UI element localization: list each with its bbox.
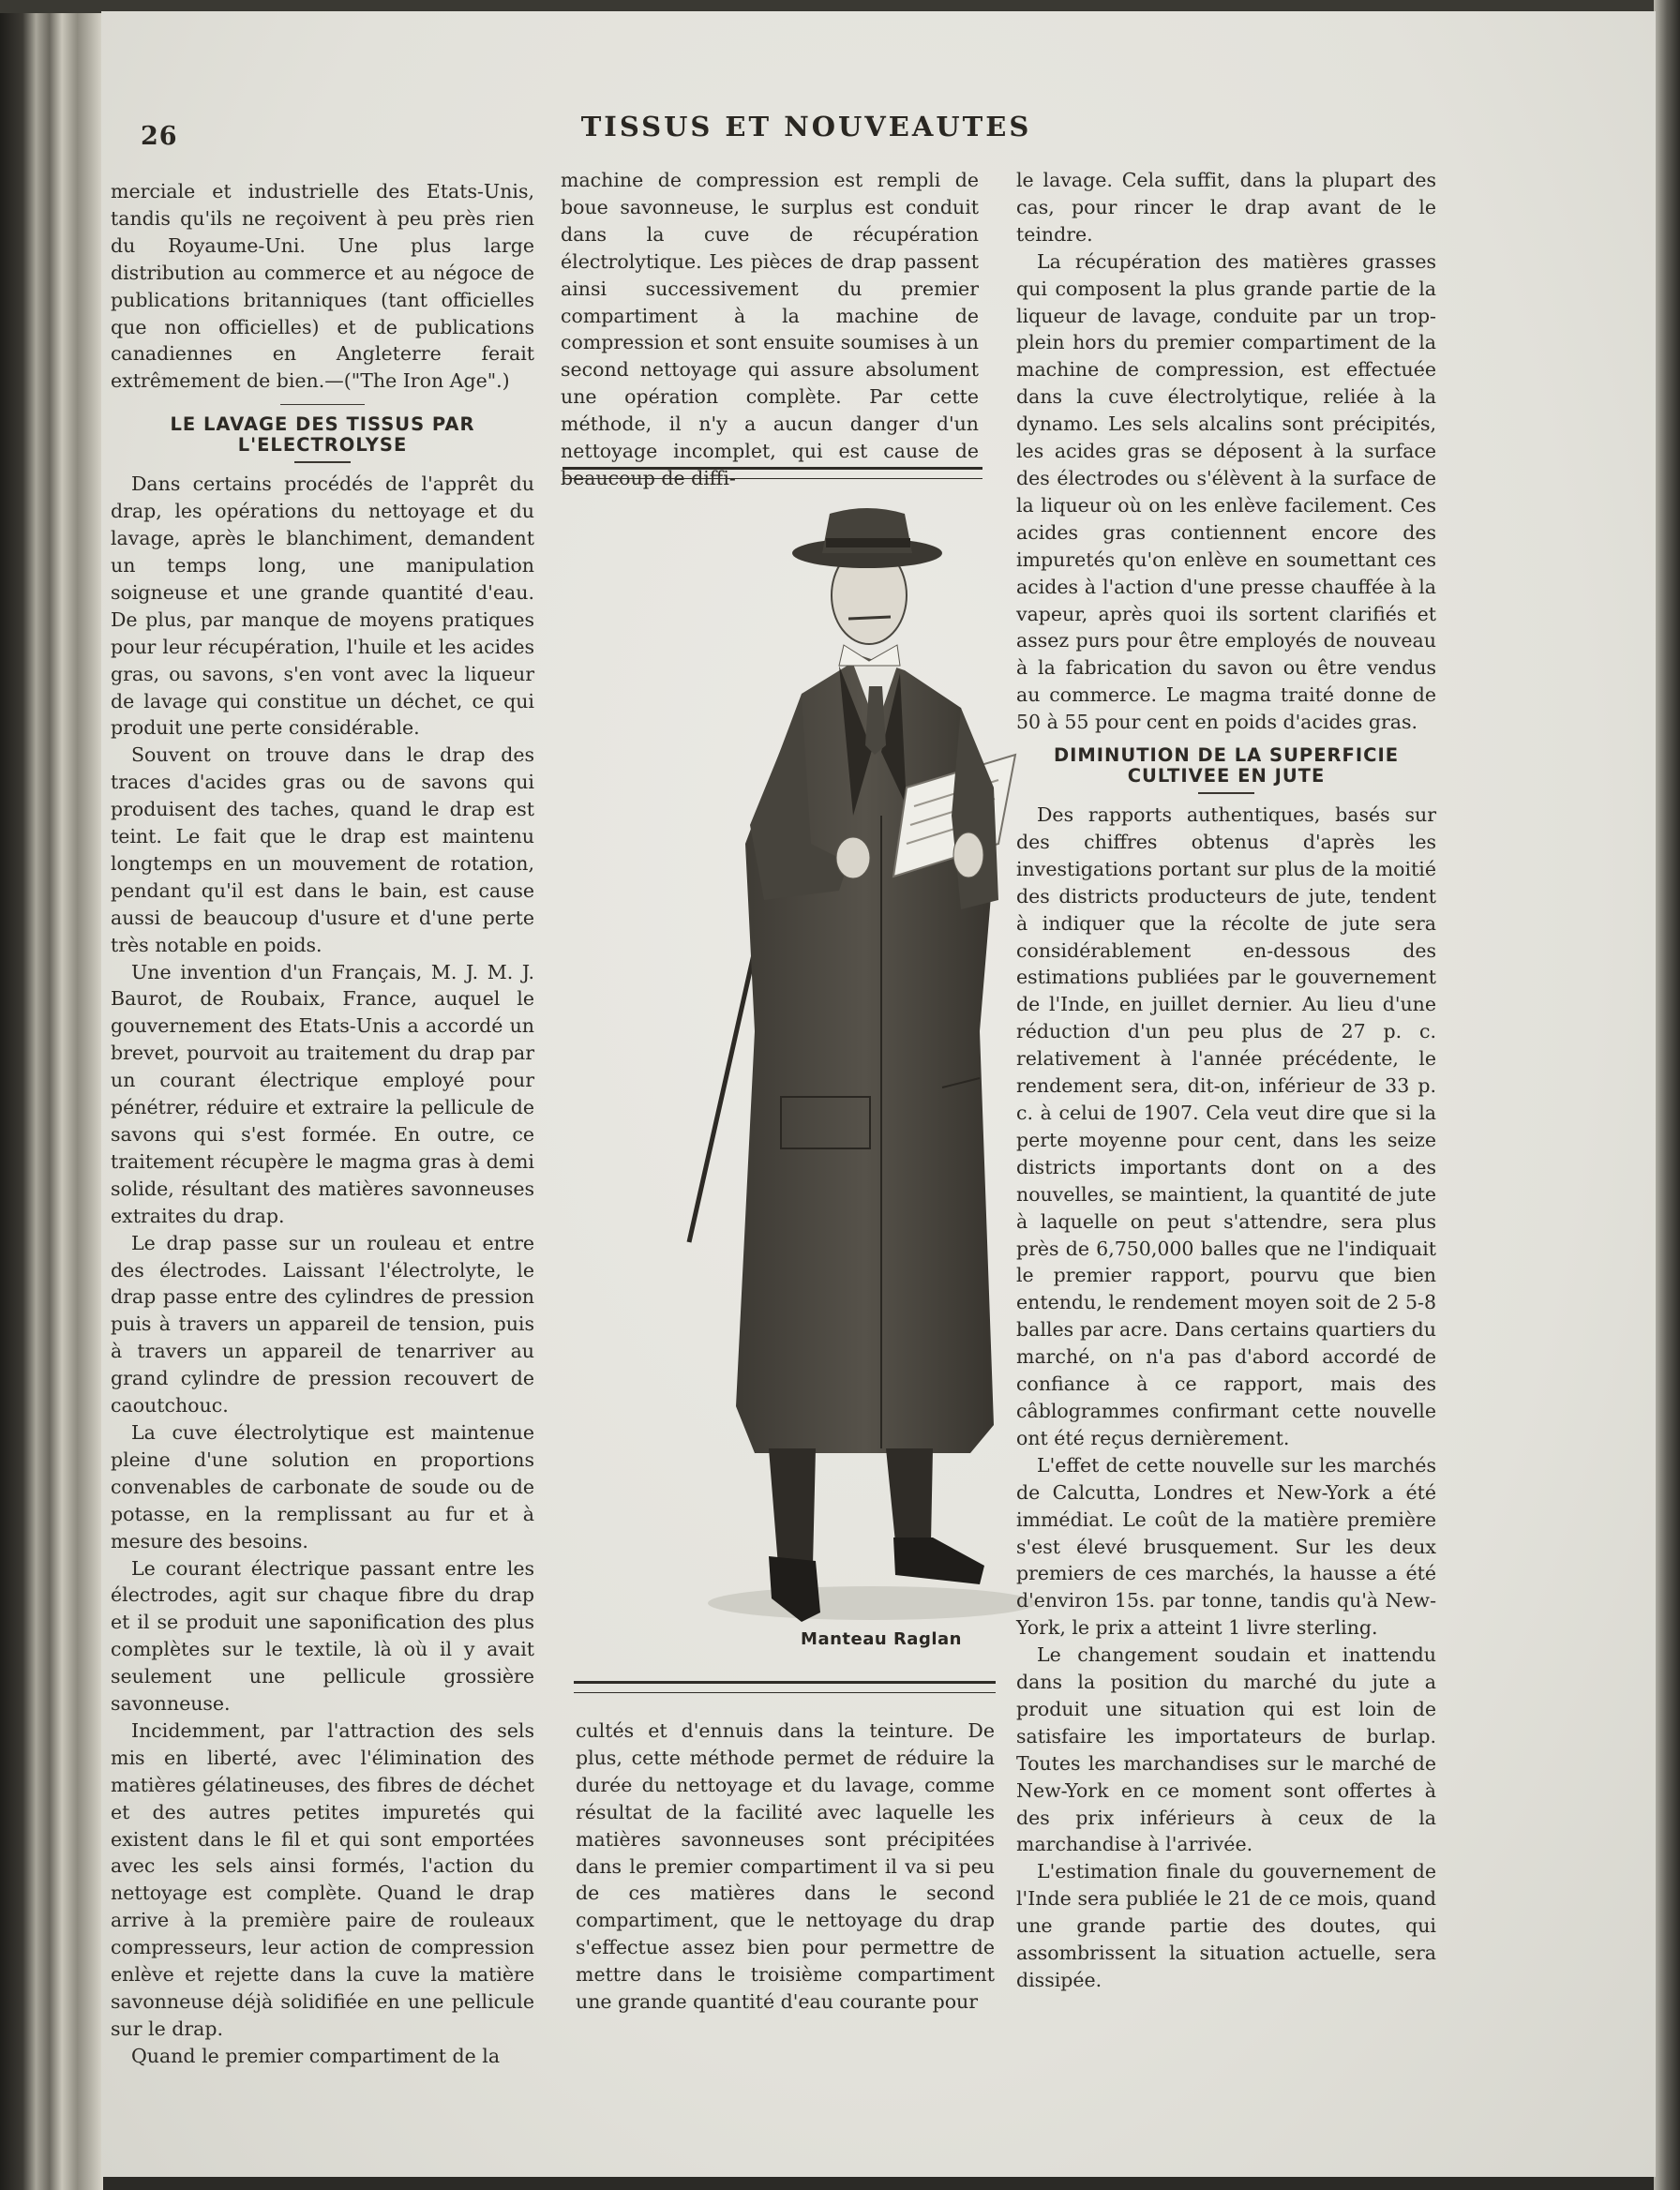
paragraph: merciale et industrielle des Etats-Unis, tandis qu'ils ne reçoivent à peu près rien du Royaume-Uni. Une plus large distribution au commerce et au négoce de publications britanniques (tant officielles que non officielles) et de publications canadiennes en Angleterre ferait extrêmement de bien.—("The Iron Age".) (111, 180, 534, 393)
paragraph: Souvent on trouve dans le drap des traces d'acides gras ou de savons qui produisent des taches, quand le drap est teint. Le fait que le drap est maintenu longtemps en un mouvement de rotation, pendant qu'il est dans le bain, est cause aussi de beaucoup d'usure et d'une perte très notable en poids. (111, 743, 534, 956)
paragraph: La récupération des matières grasses qui composent la plus grande partie de la liqueur de lavage, conduite par un trop-plein hors du premier compartiment de la machine de compression, est effectuée dans la cuve électrolytique, reliée à la dynamo. Les sels alcalins sont précipités, les acides gras se déposent à la surface des électrodes ou s'élèvent à la surface de la liqueur où on les enlève facilement. Ces acides gras contiennent encore des impuretés qu'on enlève en soumettant ces acides à l'action d'une presse chauffée à la vapeur, après quoi ils sortent clarifiés et assez purs pour être employés de nouveau à la fabrication du savon ou être vendus au commerce. Le magma traité donne de 50 à 55 pour cent en poids d'acides gras. (1016, 249, 1436, 734)
paragraph: cultés et d'ennuis dans la teinture. De plus, cette méthode permet de réduire la durée du nettoyage et du lavage, comme résultat de la facilité avec laquelle les matières savonneuses sont précipitées dans le premier compartiment il va si peu de ces matières dans le second compartiment, que le nettoyage du drap s'effectue assez bien pour permettre de mettre dans le troisième compartiment une grande quantité d'eau courante pour (576, 1719, 995, 2014)
running-title: TISSUS ET NOUVEAUTES (580, 111, 1032, 142)
paragraph: Le courant électrique passant entre les électrodes, agit sur chaque fibre du drap et il se produit une saponification des plus complètes sur le textile, là où il y avait seulement une pellicule grossière savonneuse. (111, 1556, 534, 1716)
man-in-coat-illustration (661, 506, 1055, 1650)
column-right (1016, 167, 1436, 1994)
paragraph: machine de compression est rempli de boue savonneuse, le surplus est conduit dans la cuve de récupération électrolytique. Les pièces de drap passent ainsi successivement du premier compartiment à la machine de compression et sont ensuite soumises à un second nettoyage qui assure absolument une opération complète. Par cette méthode, il n'y a aucun danger d'un nettoyage incomplet, qui est cause de beaucoup de diffi- (561, 169, 979, 489)
column-left (111, 178, 534, 2070)
book-spine-edge (0, 0, 103, 2190)
paragraph: Une invention d'un Français, M. J. M. J. Baurot, de Roubaix, France, auquel le gouvernement des Etats-Unis a accordé un brevet, pourvoit au traitement du drap par un courant électrique employé pour pénétrer, réduire et extraire la pellicule de savons qui s'est formée. En outre, ce traitement récupère le magma gras à demi solide, résultant des matières savonneuses extraites du drap. (111, 960, 534, 1227)
divider (280, 404, 365, 405)
paragraph: Le drap passe sur un rouleau et entre des électrodes. Laissant l'électrolyte, le drap passe entre des cylindres de pression puis à travers un appareil de tension, puis à travers un appareil de tenarriver au grand cylindre de pression recouvert de caoutchouc. (111, 1231, 534, 1418)
figure-caption: Manteau Raglan (801, 1629, 962, 1649)
paragraph: Des rapports authentiques, basés sur des chiffres obtenus d'après les investigations portant sur plus de la moitié des districts producteurs de jute, tendent à indiquer que la récolte de jute sera considérablement en-dessous des estimations publiées par le gouvernement de l'Inde, en juillet dernier. Au lieu d'une réduction d'un peu plus de 27 p. c. relativement à l'année précédente, le rendement sera, dit-on, inférieur de 33 p. c. à celui de 1907. Cela veut dire que si la perte moyenne pour cent, dans les seize districts importants dont on a des nouvelles, se maintient, la quantité de jute à laquelle on peut s'attendre, sera plus près de 6,750,000 balles que ne l'indiquait le premier rapport, pourvu que bien entendu, le rendement moyen soit de 2 5-8 balles par acre. Dans certains quartiers du marché, on n'a pas d'abord accordé de confiance à ce rapport, mais des câblogrammes confirmant cette nouvelle ont été reçus dernièrement. (1016, 803, 1436, 1449)
illustration-raglan-coat (661, 506, 1055, 1650)
section-title: DIMINUTION DE LA SUPERFICIE CULTIVEE EN JUTE (1053, 744, 1400, 788)
paragraph: Dans certains procédés de l'apprêt du drap, les opérations du nettoyage et du lavage, après le blanchiment, demandent un temps long, une manipulation soigneuse et une grande quantité d'eau. De plus, par manque de moyens pratiques pour leur récupération, l'huile et les acides gras, ou savons, s'en vont avec la liqueur de lavage qui constitue un déchet, ce qui produit une perte considérable. (111, 472, 534, 740)
page-number: 26 (141, 122, 178, 151)
book-fore-edge (1654, 0, 1680, 2190)
divider (1198, 792, 1254, 794)
paragraph: Le changement soudain et inattendu dans la position du marché du jute a produit une situation qui est loin de satisfaire les importateurs de burlap. Toutes les marchandises sur le marché de New-York en ce moment sont offertes à des prix inférieurs à ceux de la marchandise à l'arrivée. (1016, 1643, 1436, 1856)
paragraph: L'estimation finale du gouvernement de l'Inde sera publiée le 21 de ce mois, quand une grande partie des doutes, qui assombrissent la situation actuelle, sera dissipée. (1016, 1860, 1436, 1991)
column-middle-bottom (576, 1718, 995, 2016)
paragraph: Quand le premier compartiment de la (131, 2044, 501, 2067)
section-title: LE LAVAGE DES TISSUS PAR L'ELECTROLYSE (170, 413, 475, 457)
page-header (141, 111, 1472, 151)
divider (294, 461, 351, 463)
double-rule-divider (574, 1681, 996, 1693)
column-middle-top (561, 167, 979, 492)
paragraph: le lavage. Cela suffit, dans la plupart des cas, pour rincer le drap avant de le teindre. (1016, 169, 1436, 246)
double-rule-divider (562, 467, 982, 479)
paragraph: La cuve électrolytique est maintenue pleine d'une solution en proportions convenables de carbonate de soude ou de potasse, en la remplissant au fur et à mesure des besoins. (111, 1420, 534, 1552)
paragraph: Incidemment, par l'attraction des sels mis en liberté, avec l'élimination des matières gélatineuses, des fibres de déchet et des autres petites impuretés qui existent dans le fil et qui sont emportées avec les sels ainsi formés, l'action du nettoyage est complète. Quand le drap arrive à la première paire de rouleaux compresseurs, leur action de compression enlève et rejette dans la cuve la matière savonneuse déjà solidifiée en une pellicule sur le drap. (111, 1718, 534, 2040)
paragraph: L'effet de cette nouvelle sur les marchés de Calcutta, Londres et New-York a été immédiat. Le coût de la matière première s'est élevé brusquement. Sur les deux premiers de ces marchés, la hausse a été d'environ 15s. par tonne, tandis qu'à New-York, le prix a atteint 1 livre sterling. (1016, 1453, 1436, 1640)
